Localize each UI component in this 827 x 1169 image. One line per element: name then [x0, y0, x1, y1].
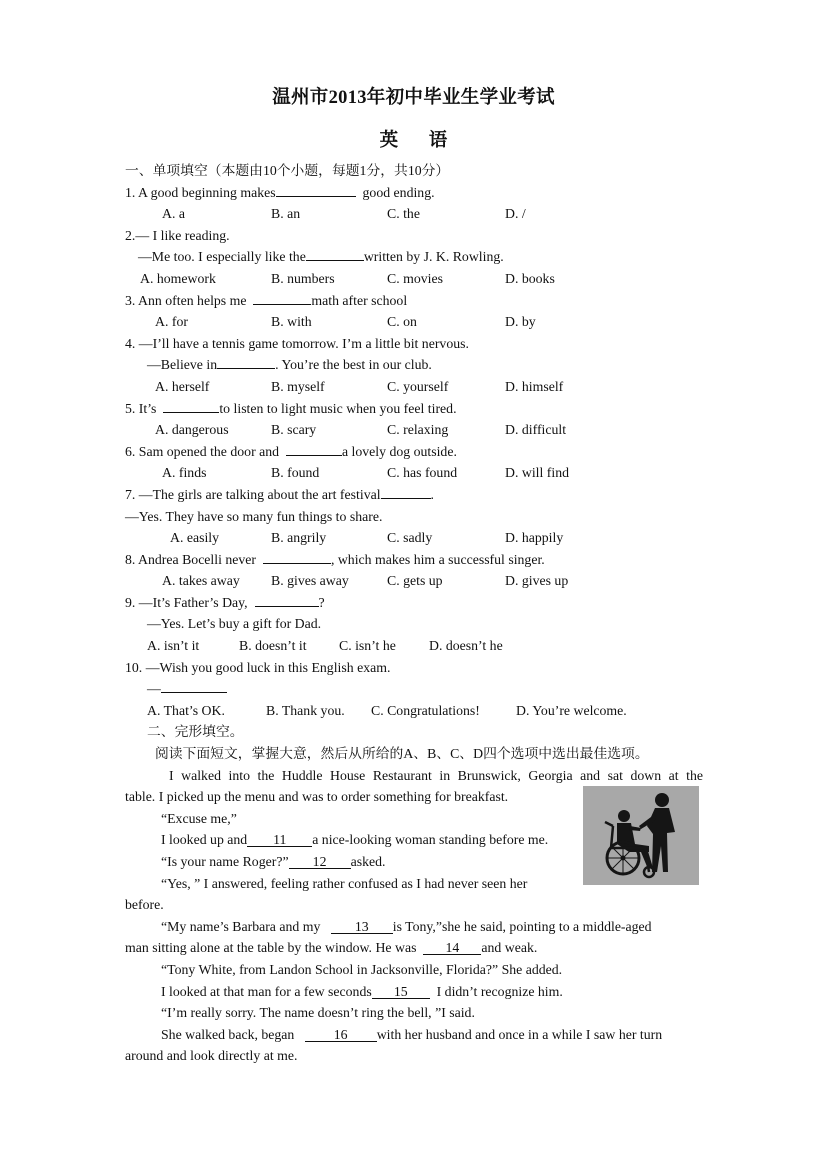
- answer-blank: [286, 441, 342, 456]
- section1-heading: 一、单项填空（本题由10个小题，每题1分，共10分）: [125, 163, 450, 178]
- option-d: D. doesn’t he: [429, 638, 503, 654]
- question-10: 10. —Wish you good luck in this English exam.: [125, 659, 391, 675]
- option-a: A. easily: [170, 530, 220, 546]
- passage-line: “Excuse me,”: [161, 810, 237, 826]
- answer-blank: [217, 354, 275, 369]
- option-d: D. gives up: [505, 573, 569, 589]
- cloze-blank-12: 12: [289, 854, 351, 869]
- question-4-reply: —Believe in . You’re the best in our club.: [125, 354, 703, 376]
- option-b: B. scary: [271, 422, 317, 438]
- question-6: 6. Sam opened the door and a lovely dog outside.: [125, 441, 703, 463]
- question-2-reply: —Me too. I especially like the written by J. K. Rowling.: [125, 246, 703, 268]
- passage-line: “Yes, ” I answered, feeling rather confused as I had never seen her: [161, 875, 528, 891]
- option-d: D. by: [505, 314, 536, 330]
- option-b: B. myself: [271, 378, 325, 394]
- question-1: 1. A good beginning makes good ending.: [125, 182, 703, 204]
- question-7: 7. —The girls are talking about the art festival .: [125, 484, 703, 506]
- cloze-blank-11: 11: [247, 832, 312, 847]
- question-2-options: [125, 268, 703, 290]
- option-a: A. homework: [140, 270, 216, 286]
- option-b: B. numbers: [271, 270, 335, 286]
- passage-line: before.: [125, 897, 164, 913]
- answer-blank: [381, 484, 431, 499]
- option-a: A. dangerous: [155, 422, 229, 438]
- question-5-options: [125, 419, 703, 441]
- option-a: A. for: [155, 314, 188, 330]
- option-d: D. will find: [505, 465, 569, 481]
- option-c: C. yourself: [387, 378, 449, 394]
- answer-blank: [161, 678, 227, 693]
- option-b: B. found: [271, 465, 320, 481]
- option-c: C. sadly: [387, 530, 433, 546]
- passage-line: around and look directly at me.: [125, 1048, 298, 1064]
- option-c: C. Congratulations!: [371, 702, 480, 718]
- passage-line: “My name’s Barbara and my 13 is Tony,”she he said, pointing to a middle-aged: [161, 918, 652, 934]
- passage-line: “I’m really sorry. The name doesn’t ring the bell, ”I said.: [161, 1005, 475, 1021]
- exam-subject: 英 语: [379, 131, 448, 151]
- option-c: C. gets up: [387, 573, 443, 589]
- question-1-options: [125, 203, 703, 225]
- passage-line: I looked at that man for a few seconds 15 I didn’t recognize him.: [161, 983, 563, 999]
- section2-heading: 二、完形填空。: [147, 724, 244, 740]
- question-6-options: [125, 462, 703, 484]
- question-9: 9. —It’s Father’s Day, ?: [125, 592, 703, 614]
- option-a: A. isn’t it: [147, 638, 200, 654]
- question-2: 2.— I like reading.: [125, 227, 230, 243]
- question-9-reply: —Yes. Let’s buy a gift for Dad.: [147, 616, 322, 632]
- question-10-options: [125, 700, 703, 722]
- option-c: C. the: [387, 206, 420, 222]
- option-a: A. That’s OK.: [147, 702, 225, 718]
- passage-line: I looked up and 11 a nice-looking woman standing before me.: [161, 832, 549, 848]
- exam-content: [125, 160, 703, 1067]
- cloze-blank-16: 16: [305, 1027, 377, 1042]
- answer-blank: [253, 290, 311, 305]
- exam-title: 温州市2013年初中毕业生学业考试: [272, 88, 555, 108]
- passage-line: She walked back, began 16 with her husband and once in a while I saw her turn: [161, 1026, 663, 1042]
- question-8: 8. Andrea Bocelli never , which makes him a successful singer.: [125, 549, 703, 571]
- option-a: A. a: [162, 206, 185, 222]
- option-c: C. has found: [387, 465, 458, 481]
- option-c: C. movies: [387, 270, 443, 286]
- option-d: D. happily: [505, 530, 564, 546]
- option-c: C. relaxing: [387, 422, 449, 438]
- option-c: C. isn’t he: [339, 638, 396, 654]
- option-b: B. an: [271, 206, 301, 222]
- cloze-blank-14: 14: [423, 940, 481, 955]
- question-3: 3. Ann often helps me math after school: [125, 290, 703, 312]
- passage-line: table. I picked up the menu and was to order something for breakfast.: [125, 789, 509, 805]
- cloze-blank-13: 13: [331, 919, 393, 934]
- passage-line: “Is your name Roger?” 12 asked.: [161, 854, 386, 869]
- question-8-options: [125, 570, 703, 592]
- answer-blank: [276, 182, 356, 197]
- option-d: D. You’re welcome.: [516, 702, 627, 718]
- option-b: B. with: [271, 314, 312, 330]
- wheelchair-silhouette-icon: [583, 786, 699, 885]
- passage-line: man sitting alone at the table by the window. He was 14 and weak.: [125, 940, 538, 956]
- question-4: 4. —I’ll have a tennis game tomorrow. I’m a little bit nervous.: [125, 335, 469, 351]
- question-7-reply: —Yes. They have so many fun things to share.: [125, 508, 383, 524]
- option-a: A. finds: [162, 465, 207, 481]
- question-3-options: [125, 311, 703, 333]
- question-4-options: [125, 376, 703, 398]
- option-b: B. doesn’t it: [239, 638, 307, 654]
- option-d: D. difficult: [505, 422, 567, 438]
- option-a: A. takes away: [162, 573, 240, 589]
- option-d: D. himself: [505, 378, 564, 394]
- option-b: B. Thank you.: [266, 702, 345, 718]
- option-b: B. angrily: [271, 530, 327, 546]
- answer-blank: [306, 246, 364, 261]
- question-7-options: [125, 527, 703, 549]
- option-a: A. herself: [155, 378, 210, 394]
- option-d: D. /: [505, 206, 526, 222]
- option-b: B. gives away: [271, 573, 349, 589]
- wheelchair-illustration: [583, 786, 699, 885]
- answer-blank: [263, 549, 331, 564]
- answer-blank: [163, 398, 219, 413]
- passage-line: I walked into the Huddle House Restaurant in Brunswick, Georgia and sat down at the: [169, 767, 703, 783]
- question-9-options: [125, 635, 703, 657]
- passage-line: “Tony White, from Landon School in Jacksonville, Florida?” She added.: [161, 961, 563, 977]
- question-5: 5. It’s to listen to light music when you feel tired.: [125, 398, 703, 420]
- question-10-reply: —: [125, 678, 703, 700]
- section2-instruction: 阅读下面短文，掌握大意，然后从所给的A、B、C、D四个选项中选出最佳选项。: [155, 746, 649, 762]
- option-c: C. on: [387, 314, 417, 330]
- option-d: D. books: [505, 270, 555, 286]
- cloze-blank-15: 15: [372, 984, 430, 999]
- answer-blank: [255, 592, 319, 607]
